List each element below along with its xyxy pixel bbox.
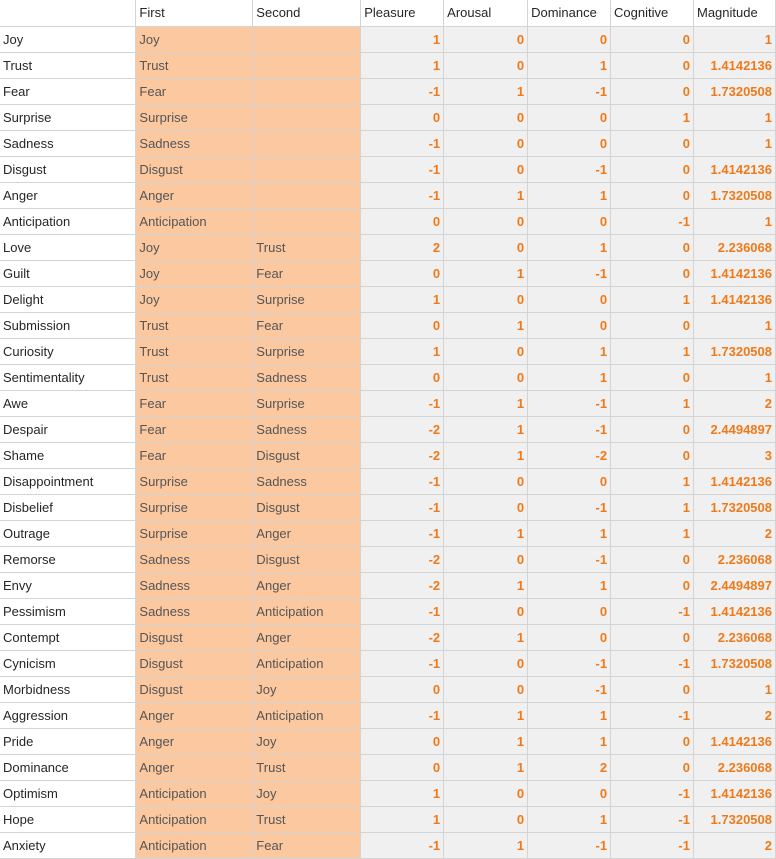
- second-cell[interactable]: Joy: [253, 780, 361, 806]
- dominance-cell[interactable]: 1: [528, 572, 611, 598]
- dominance-cell[interactable]: 0: [528, 468, 611, 494]
- table-row: [0, 130, 776, 156]
- table-row: [0, 494, 776, 520]
- magnitude-cell[interactable]: 1.7320508: [693, 182, 775, 208]
- table-row: [0, 624, 776, 650]
- pleasure-cell[interactable]: -1: [361, 156, 444, 182]
- emotion-cell[interactable]: Disgust: [0, 156, 136, 182]
- magnitude-cell[interactable]: 1.4142136: [693, 728, 775, 754]
- second-cell[interactable]: Anger: [253, 520, 361, 546]
- cognitive-cell[interactable]: 0: [611, 26, 694, 52]
- second-cell[interactable]: Anticipation: [253, 598, 361, 624]
- arousal-cell[interactable]: 0: [444, 208, 528, 234]
- table-row: [0, 312, 776, 338]
- magnitude-cell[interactable]: 1.7320508: [693, 78, 775, 104]
- first-cell[interactable]: Joy: [136, 234, 253, 260]
- dominance-cell[interactable]: -1: [528, 650, 611, 676]
- magnitude-cell[interactable]: 2.236068: [693, 234, 775, 260]
- table-row: [0, 156, 776, 182]
- magnitude-cell[interactable]: 2.236068: [693, 546, 775, 572]
- cognitive-cell[interactable]: -1: [611, 598, 694, 624]
- first-cell[interactable]: Sadness: [136, 572, 253, 598]
- cognitive-cell[interactable]: -1: [611, 702, 694, 728]
- pleasure-cell[interactable]: 0: [361, 104, 444, 130]
- header-cell-first[interactable]: First: [136, 0, 253, 26]
- emotion-cell[interactable]: Dominance: [0, 754, 136, 780]
- pleasure-cell[interactable]: 0: [361, 312, 444, 338]
- pleasure-cell[interactable]: -2: [361, 442, 444, 468]
- arousal-cell[interactable]: 1: [444, 78, 528, 104]
- second-cell[interactable]: Sadness: [253, 364, 361, 390]
- pleasure-cell[interactable]: -1: [361, 130, 444, 156]
- first-cell[interactable]: Fear: [136, 78, 253, 104]
- arousal-cell[interactable]: 1: [444, 832, 528, 858]
- magnitude-cell[interactable]: 1.4142136: [693, 468, 775, 494]
- second-cell[interactable]: Fear: [253, 312, 361, 338]
- first-cell[interactable]: Disgust: [136, 156, 253, 182]
- magnitude-cell[interactable]: 1.4142136: [693, 598, 775, 624]
- second-cell[interactable]: [253, 156, 361, 182]
- dominance-cell[interactable]: 1: [528, 182, 611, 208]
- second-cell[interactable]: [253, 52, 361, 78]
- dominance-cell[interactable]: 0: [528, 208, 611, 234]
- table-row: [0, 468, 776, 494]
- table-row: [0, 520, 776, 546]
- cognitive-cell[interactable]: -1: [611, 780, 694, 806]
- dominance-cell[interactable]: -1: [528, 546, 611, 572]
- header-row: [0, 0, 776, 26]
- dominance-cell[interactable]: -1: [528, 832, 611, 858]
- table-row: [0, 754, 776, 780]
- first-cell[interactable]: Surprise: [136, 494, 253, 520]
- magnitude-cell[interactable]: 1.4142136: [693, 286, 775, 312]
- emotion-cell[interactable]: Anticipation: [0, 208, 136, 234]
- table-row: [0, 546, 776, 572]
- table-row: [0, 78, 776, 104]
- cognitive-cell[interactable]: 0: [611, 78, 694, 104]
- pleasure-cell[interactable]: -1: [361, 182, 444, 208]
- dominance-cell[interactable]: 1: [528, 702, 611, 728]
- dominance-cell[interactable]: 0: [528, 26, 611, 52]
- dominance-cell[interactable]: 0: [528, 104, 611, 130]
- cognitive-cell[interactable]: 0: [611, 130, 694, 156]
- arousal-cell[interactable]: 0: [444, 468, 528, 494]
- emotion-cell[interactable]: Joy: [0, 26, 136, 52]
- emotion-cell[interactable]: Disbelief: [0, 494, 136, 520]
- first-cell[interactable]: Fear: [136, 442, 253, 468]
- cognitive-cell[interactable]: 0: [611, 364, 694, 390]
- emotion-cell[interactable]: Disappointment: [0, 468, 136, 494]
- pleasure-cell[interactable]: -1: [361, 468, 444, 494]
- first-cell[interactable]: Trust: [136, 52, 253, 78]
- first-cell[interactable]: Fear: [136, 390, 253, 416]
- header-cell-emotion[interactable]: [0, 0, 136, 26]
- emotion-cell[interactable]: Despair: [0, 416, 136, 442]
- table-row: [0, 390, 776, 416]
- cognitive-cell[interactable]: 0: [611, 182, 694, 208]
- first-cell[interactable]: Anticipation: [136, 780, 253, 806]
- pleasure-cell[interactable]: -2: [361, 546, 444, 572]
- second-cell[interactable]: Trust: [253, 754, 361, 780]
- cognitive-cell[interactable]: 0: [611, 156, 694, 182]
- arousal-cell[interactable]: 0: [444, 52, 528, 78]
- table-row: [0, 338, 776, 364]
- second-cell[interactable]: Trust: [253, 806, 361, 832]
- arousal-cell[interactable]: 0: [444, 546, 528, 572]
- arousal-cell[interactable]: 0: [444, 364, 528, 390]
- second-cell[interactable]: [253, 182, 361, 208]
- second-cell[interactable]: Disgust: [253, 494, 361, 520]
- second-cell[interactable]: [253, 208, 361, 234]
- table-row: [0, 598, 776, 624]
- emotion-cell[interactable]: Aggression: [0, 702, 136, 728]
- dominance-cell[interactable]: 2: [528, 754, 611, 780]
- pleasure-cell[interactable]: 1: [361, 286, 444, 312]
- arousal-cell[interactable]: 1: [444, 260, 528, 286]
- first-cell[interactable]: Joy: [136, 286, 253, 312]
- pleasure-cell[interactable]: 1: [361, 780, 444, 806]
- emotion-cell[interactable]: Fear: [0, 78, 136, 104]
- arousal-cell[interactable]: 1: [444, 520, 528, 546]
- arousal-cell[interactable]: 1: [444, 728, 528, 754]
- pleasure-cell[interactable]: -2: [361, 572, 444, 598]
- cognitive-cell[interactable]: 1: [611, 390, 694, 416]
- magnitude-cell[interactable]: 1.7320508: [693, 338, 775, 364]
- dominance-cell[interactable]: 0: [528, 130, 611, 156]
- arousal-cell[interactable]: 0: [444, 26, 528, 52]
- magnitude-cell[interactable]: 2: [693, 390, 775, 416]
- dominance-cell[interactable]: 0: [528, 624, 611, 650]
- header-cell-second[interactable]: Second: [253, 0, 361, 26]
- magnitude-cell[interactable]: 1.4142136: [693, 780, 775, 806]
- emotion-cell[interactable]: Cynicism: [0, 650, 136, 676]
- emotion-cell[interactable]: Surprise: [0, 104, 136, 130]
- cognitive-cell[interactable]: 1: [611, 338, 694, 364]
- arousal-cell[interactable]: 1: [444, 182, 528, 208]
- emotion-cell[interactable]: Optimism: [0, 780, 136, 806]
- second-cell[interactable]: Surprise: [253, 390, 361, 416]
- arousal-cell[interactable]: 1: [444, 702, 528, 728]
- header-cell-arousal[interactable]: Arousal: [444, 0, 528, 26]
- magnitude-cell[interactable]: 1: [693, 312, 775, 338]
- pleasure-cell[interactable]: -1: [361, 494, 444, 520]
- second-cell[interactable]: [253, 104, 361, 130]
- magnitude-cell[interactable]: 1: [693, 130, 775, 156]
- magnitude-cell[interactable]: 2: [693, 832, 775, 858]
- second-cell[interactable]: Anticipation: [253, 650, 361, 676]
- pleasure-cell[interactable]: 1: [361, 52, 444, 78]
- pleasure-cell[interactable]: 1: [361, 338, 444, 364]
- cognitive-cell[interactable]: 0: [611, 676, 694, 702]
- magnitude-cell[interactable]: 1: [693, 104, 775, 130]
- emotion-cell[interactable]: Hope: [0, 806, 136, 832]
- emotion-cell[interactable]: Morbidness: [0, 676, 136, 702]
- emotion-cell[interactable]: Love: [0, 234, 136, 260]
- magnitude-cell[interactable]: 2.4494897: [693, 572, 775, 598]
- arousal-cell[interactable]: 1: [444, 312, 528, 338]
- first-cell[interactable]: Trust: [136, 312, 253, 338]
- emotion-cell[interactable]: Envy: [0, 572, 136, 598]
- table-row: [0, 26, 776, 52]
- magnitude-cell[interactable]: 2: [693, 702, 775, 728]
- header-cell-cognitive[interactable]: Cognitive: [611, 0, 694, 26]
- second-cell[interactable]: Anger: [253, 624, 361, 650]
- magnitude-cell[interactable]: 2: [693, 520, 775, 546]
- emotion-cell[interactable]: Curiosity: [0, 338, 136, 364]
- cognitive-cell[interactable]: 0: [611, 442, 694, 468]
- arousal-cell[interactable]: 0: [444, 494, 528, 520]
- magnitude-cell[interactable]: 1.4142136: [693, 156, 775, 182]
- emotion-cell[interactable]: Anxiety: [0, 832, 136, 858]
- pleasure-cell[interactable]: -1: [361, 702, 444, 728]
- pleasure-cell[interactable]: 0: [361, 676, 444, 702]
- dominance-cell[interactable]: 1: [528, 728, 611, 754]
- pleasure-cell[interactable]: -2: [361, 624, 444, 650]
- second-cell[interactable]: [253, 78, 361, 104]
- second-cell[interactable]: [253, 26, 361, 52]
- pleasure-cell[interactable]: 1: [361, 806, 444, 832]
- emotion-cell[interactable]: Outrage: [0, 520, 136, 546]
- arousal-cell[interactable]: 0: [444, 286, 528, 312]
- cognitive-cell[interactable]: 1: [611, 286, 694, 312]
- cognitive-cell[interactable]: 0: [611, 572, 694, 598]
- first-cell[interactable]: Anger: [136, 182, 253, 208]
- second-cell[interactable]: Sadness: [253, 468, 361, 494]
- pleasure-cell[interactable]: -1: [361, 520, 444, 546]
- dominance-cell[interactable]: 1: [528, 52, 611, 78]
- table-row: [0, 260, 776, 286]
- pleasure-cell[interactable]: -1: [361, 598, 444, 624]
- dominance-cell[interactable]: -1: [528, 156, 611, 182]
- header-cell-pleasure[interactable]: Pleasure: [361, 0, 444, 26]
- table-row: [0, 208, 776, 234]
- cognitive-cell[interactable]: 1: [611, 104, 694, 130]
- table-row: [0, 832, 776, 858]
- arousal-cell[interactable]: 1: [444, 624, 528, 650]
- dominance-cell[interactable]: -2: [528, 442, 611, 468]
- emotion-cell[interactable]: Shame: [0, 442, 136, 468]
- arousal-cell[interactable]: 0: [444, 650, 528, 676]
- header-cell-magnitude[interactable]: Magnitude: [693, 0, 775, 26]
- emotion-cell[interactable]: Guilt: [0, 260, 136, 286]
- pleasure-cell[interactable]: 0: [361, 260, 444, 286]
- emotion-cell[interactable]: Trust: [0, 52, 136, 78]
- emotion-cell[interactable]: Pride: [0, 728, 136, 754]
- table-row: [0, 572, 776, 598]
- dominance-cell[interactable]: -1: [528, 260, 611, 286]
- cognitive-cell[interactable]: -1: [611, 832, 694, 858]
- second-cell[interactable]: Disgust: [253, 546, 361, 572]
- cognitive-cell[interactable]: -1: [611, 650, 694, 676]
- dominance-cell[interactable]: 1: [528, 806, 611, 832]
- dominance-cell[interactable]: -1: [528, 78, 611, 104]
- magnitude-cell[interactable]: 2.236068: [693, 624, 775, 650]
- magnitude-cell[interactable]: 2.4494897: [693, 416, 775, 442]
- magnitude-cell[interactable]: 1: [693, 364, 775, 390]
- first-cell[interactable]: Joy: [136, 260, 253, 286]
- first-cell[interactable]: Surprise: [136, 468, 253, 494]
- dominance-cell[interactable]: 0: [528, 780, 611, 806]
- first-cell[interactable]: Trust: [136, 338, 253, 364]
- pleasure-cell[interactable]: -1: [361, 390, 444, 416]
- arousal-cell[interactable]: 0: [444, 156, 528, 182]
- emotion-cell[interactable]: Contempt: [0, 624, 136, 650]
- table-row: [0, 676, 776, 702]
- first-cell[interactable]: Anger: [136, 728, 253, 754]
- arousal-cell[interactable]: 0: [444, 130, 528, 156]
- dominance-cell[interactable]: -1: [528, 390, 611, 416]
- magnitude-cell[interactable]: 1: [693, 676, 775, 702]
- cognitive-cell[interactable]: 0: [611, 416, 694, 442]
- magnitude-cell[interactable]: 1.4142136: [693, 52, 775, 78]
- first-cell[interactable]: Anger: [136, 702, 253, 728]
- dominance-cell[interactable]: 0: [528, 598, 611, 624]
- table-row: [0, 364, 776, 390]
- table-row: [0, 104, 776, 130]
- pleasure-cell[interactable]: -1: [361, 650, 444, 676]
- emotion-cell[interactable]: Delight: [0, 286, 136, 312]
- arousal-cell[interactable]: 1: [444, 572, 528, 598]
- cognitive-cell[interactable]: 0: [611, 728, 694, 754]
- pleasure-cell[interactable]: 1: [361, 26, 444, 52]
- cognitive-cell[interactable]: 0: [611, 312, 694, 338]
- cognitive-cell[interactable]: 1: [611, 520, 694, 546]
- first-cell[interactable]: Anticipation: [136, 208, 253, 234]
- arousal-cell[interactable]: 0: [444, 338, 528, 364]
- table-row: [0, 182, 776, 208]
- cognitive-cell[interactable]: 0: [611, 52, 694, 78]
- magnitude-cell[interactable]: 1.7320508: [693, 806, 775, 832]
- pleasure-cell[interactable]: 0: [361, 364, 444, 390]
- dominance-cell[interactable]: 1: [528, 520, 611, 546]
- pleasure-cell[interactable]: -2: [361, 416, 444, 442]
- first-cell[interactable]: Trust: [136, 364, 253, 390]
- dominance-cell[interactable]: 1: [528, 338, 611, 364]
- dominance-cell[interactable]: -1: [528, 416, 611, 442]
- first-cell[interactable]: Fear: [136, 416, 253, 442]
- cognitive-cell[interactable]: -1: [611, 806, 694, 832]
- pleasure-cell[interactable]: 0: [361, 754, 444, 780]
- dominance-cell[interactable]: 1: [528, 364, 611, 390]
- magnitude-cell[interactable]: 3: [693, 442, 775, 468]
- table-row: [0, 728, 776, 754]
- emotion-cell[interactable]: Sentimentality: [0, 364, 136, 390]
- first-cell[interactable]: Sadness: [136, 598, 253, 624]
- first-cell[interactable]: Disgust: [136, 624, 253, 650]
- table-row: [0, 806, 776, 832]
- cognitive-cell[interactable]: 0: [611, 624, 694, 650]
- second-cell[interactable]: Joy: [253, 728, 361, 754]
- table-row: [0, 52, 776, 78]
- first-cell[interactable]: Disgust: [136, 650, 253, 676]
- second-cell[interactable]: Anticipation: [253, 702, 361, 728]
- pleasure-cell[interactable]: 0: [361, 728, 444, 754]
- arousal-cell[interactable]: 0: [444, 234, 528, 260]
- second-cell[interactable]: Trust: [253, 234, 361, 260]
- emotion-cell[interactable]: Anger: [0, 182, 136, 208]
- dominance-cell[interactable]: -1: [528, 494, 611, 520]
- first-cell[interactable]: Anger: [136, 754, 253, 780]
- second-cell[interactable]: Fear: [253, 832, 361, 858]
- pleasure-cell[interactable]: -1: [361, 832, 444, 858]
- table-row: [0, 416, 776, 442]
- first-cell[interactable]: Anticipation: [136, 832, 253, 858]
- pleasure-cell[interactable]: -1: [361, 78, 444, 104]
- magnitude-cell[interactable]: 2.236068: [693, 754, 775, 780]
- cognitive-cell[interactable]: 1: [611, 468, 694, 494]
- emotion-cell[interactable]: Awe: [0, 390, 136, 416]
- dominance-cell[interactable]: 1: [528, 234, 611, 260]
- table-row: [0, 286, 776, 312]
- table-row: [0, 702, 776, 728]
- first-cell[interactable]: Anticipation: [136, 806, 253, 832]
- emotion-cell[interactable]: Submission: [0, 312, 136, 338]
- first-cell[interactable]: Joy: [136, 26, 253, 52]
- magnitude-cell[interactable]: 1.7320508: [693, 650, 775, 676]
- table-row: [0, 234, 776, 260]
- cognitive-cell[interactable]: 1: [611, 494, 694, 520]
- second-cell[interactable]: Anger: [253, 572, 361, 598]
- cognitive-cell[interactable]: 0: [611, 754, 694, 780]
- pleasure-cell[interactable]: 0: [361, 208, 444, 234]
- arousal-cell[interactable]: 0: [444, 806, 528, 832]
- arousal-cell[interactable]: 0: [444, 104, 528, 130]
- magnitude-cell[interactable]: 1: [693, 26, 775, 52]
- arousal-cell[interactable]: 0: [444, 780, 528, 806]
- table-row: [0, 442, 776, 468]
- emotion-cell[interactable]: Sadness: [0, 130, 136, 156]
- second-cell[interactable]: Surprise: [253, 338, 361, 364]
- header-cell-dominance[interactable]: Dominance: [528, 0, 611, 26]
- arousal-cell[interactable]: 1: [444, 754, 528, 780]
- dominance-cell[interactable]: -1: [528, 676, 611, 702]
- cognitive-cell[interactable]: -1: [611, 208, 694, 234]
- first-cell[interactable]: Sadness: [136, 130, 253, 156]
- dominance-cell[interactable]: 0: [528, 286, 611, 312]
- table-row: [0, 650, 776, 676]
- first-cell[interactable]: Surprise: [136, 104, 253, 130]
- first-cell[interactable]: Disgust: [136, 676, 253, 702]
- second-cell[interactable]: Surprise: [253, 286, 361, 312]
- table-row: [0, 780, 776, 806]
- magnitude-cell[interactable]: 1.4142136: [693, 260, 775, 286]
- arousal-cell[interactable]: 1: [444, 442, 528, 468]
- second-cell[interactable]: Joy: [253, 676, 361, 702]
- arousal-cell[interactable]: 0: [444, 676, 528, 702]
- emotion-cell[interactable]: Pessimism: [0, 598, 136, 624]
- magnitude-cell[interactable]: 1.7320508: [693, 494, 775, 520]
- second-cell[interactable]: Fear: [253, 260, 361, 286]
- cognitive-cell[interactable]: 0: [611, 234, 694, 260]
- first-cell[interactable]: Surprise: [136, 520, 253, 546]
- arousal-cell[interactable]: 0: [444, 598, 528, 624]
- first-cell[interactable]: Sadness: [136, 546, 253, 572]
- arousal-cell[interactable]: 1: [444, 416, 528, 442]
- cognitive-cell[interactable]: 0: [611, 260, 694, 286]
- second-cell[interactable]: Sadness: [253, 416, 361, 442]
- second-cell[interactable]: Disgust: [253, 442, 361, 468]
- magnitude-cell[interactable]: 1: [693, 208, 775, 234]
- arousal-cell[interactable]: 1: [444, 390, 528, 416]
- pleasure-cell[interactable]: 2: [361, 234, 444, 260]
- cognitive-cell[interactable]: 0: [611, 546, 694, 572]
- second-cell[interactable]: [253, 130, 361, 156]
- dominance-cell[interactable]: 0: [528, 312, 611, 338]
- emotion-cell[interactable]: Remorse: [0, 546, 136, 572]
